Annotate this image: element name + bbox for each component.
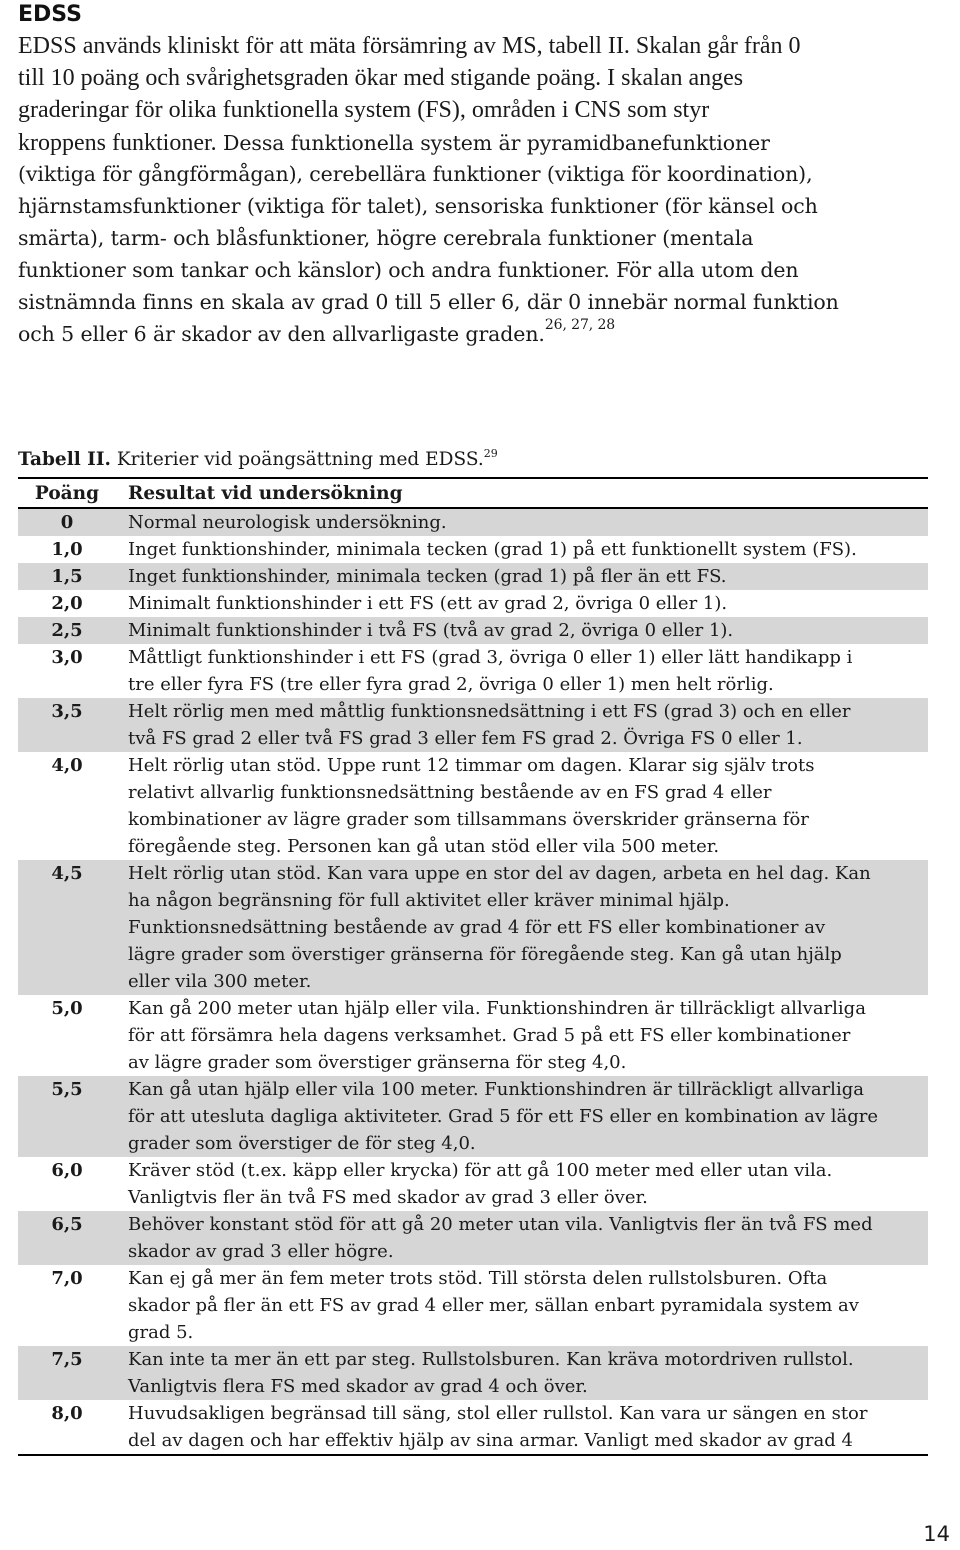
table-row — [18, 860, 928, 995]
result-line: Kan ej gå mer än fem meter trots stöd. Till största delen rullstolsburen. Ofta — [128, 1268, 828, 1289]
intro-line: till 10 poäng och svårighetsgraden ökar med stigande poäng. I skalan anges — [18, 65, 744, 91]
intro-line: graderingar för olika funktionella system (FS), områden i CNS som styr — [18, 97, 710, 123]
result-line: Kräver stöd (t.ex. käpp eller krycka) för att gå 100 meter med eller utan vila. — [128, 1160, 833, 1181]
score-cell: 1,0 — [51, 539, 83, 560]
table-row — [18, 1265, 928, 1346]
table-row — [18, 590, 928, 617]
intro-line-part: kroppens funktioner. — [18, 130, 217, 156]
table-row — [18, 1346, 928, 1400]
score-cell: 4,0 — [51, 755, 83, 776]
intro-line: hjärnstamsfunktioner (viktiga för talet), sensoriska funktioner (för känsel och — [18, 194, 818, 218]
result-line: för att utesluta dagliga aktiviteter. Grad 5 för ett FS eller en kombination av lägre — [128, 1106, 879, 1127]
table-row — [18, 1076, 928, 1157]
table-row — [18, 536, 928, 563]
result-line: skador på fler än ett FS av grad 4 eller mer, sällan enbart pyramidala system av — [128, 1295, 859, 1316]
result-cell — [116, 1265, 928, 1346]
score-cell: 5,5 — [51, 1079, 83, 1100]
section-heading: EDSS — [18, 2, 82, 27]
intro-references: 26, 27, 28 — [544, 317, 616, 333]
caption-label: Tabell II. — [18, 449, 111, 470]
score-cell: 2,5 — [51, 620, 83, 641]
caption-text: Kriterier vid poängsättning med EDSS. — [110, 449, 484, 470]
table-row — [18, 563, 928, 590]
result-line: Inget funktionshinder, minimala tecken (grad 1) på ett funktionellt system (FS). — [128, 539, 857, 560]
result-line: eller vila 300 meter. — [128, 971, 312, 992]
intro-line — [18, 318, 950, 350]
result-line: tre eller fyra FS (tre eller fyra grad 2, övriga 0 eller 1) men helt rörlig. — [128, 674, 774, 695]
table-row — [18, 1157, 928, 1211]
intro-line-text: och 5 eller 6 är skador av den allvarligaste graden. — [18, 322, 545, 346]
table-caption — [18, 449, 498, 470]
result-cell — [116, 617, 928, 644]
score-cell: 7,0 — [51, 1268, 83, 1289]
page-number: 14 — [923, 1522, 950, 1546]
result-line: relativt allvarlig funktionsnedsättning bestående av en FS grad 4 eller — [128, 782, 772, 803]
table-row — [18, 698, 928, 752]
score-cell: 8,0 — [51, 1403, 83, 1424]
result-line: lägre grader som överstiger gränserna för föregående steg. Kan gå utan hjälp — [128, 944, 842, 965]
result-line: grad 5. — [128, 1322, 194, 1343]
result-cell — [116, 1076, 928, 1157]
intro-paragraph — [18, 30, 950, 350]
table-row — [18, 1211, 928, 1265]
table-row — [18, 1400, 928, 1454]
result-line: del av dagen och har effektiv hjälp av sina armar. Vanligt med skador av grad 4 — [128, 1430, 853, 1451]
table-row — [18, 617, 928, 644]
result-cell — [116, 563, 928, 590]
result-cell — [116, 1211, 928, 1265]
score-cell: 2,0 — [51, 593, 83, 614]
result-line: Minimalt funktionshinder i två FS (två av grad 2, övriga 0 eller 1). — [128, 620, 734, 641]
result-cell — [116, 1400, 928, 1454]
score-cell: 5,0 — [51, 998, 83, 1019]
header-score: Poäng — [34, 482, 100, 504]
intro-line: smärta), tarm- och blåsfunktioner, högre cerebrala funktioner (mentala — [18, 226, 754, 250]
table-body — [18, 509, 928, 1454]
result-cell — [116, 752, 928, 860]
result-line: Funktionsnedsättning bestående av grad 4 för ett FS eller kombinationer av — [128, 917, 826, 938]
table-row — [18, 995, 928, 1076]
result-line: Kan inte ta mer än ett par steg. Rullstolsburen. Kan kräva motordriven rullstol. — [128, 1349, 854, 1370]
result-line: skador av grad 3 eller högre. — [128, 1241, 394, 1262]
intro-line: EDSS används kliniskt för att mäta försämring av MS, tabell II. Skalan går från 0 — [18, 33, 801, 59]
result-cell — [116, 698, 928, 752]
result-cell — [116, 860, 928, 995]
result-line: kombinationer av lägre grader som tillsammans överskrider gränserna för — [128, 809, 809, 830]
result-line: Helt rörlig utan stöd. Kan vara uppe en stor del av dagen, arbeta en hel dag. Kan — [128, 863, 871, 884]
result-line: föregående steg. Personen kan gå utan stöd eller vila 500 meter. — [128, 836, 720, 857]
result-line: Vanligtvis flera FS med skador av grad 4 och över. — [128, 1376, 588, 1397]
result-line: Minimalt funktionshinder i ett FS (ett av grad 2, övriga 0 eller 1). — [128, 593, 728, 614]
result-line: Behöver konstant stöd för att gå 20 meter utan vila. Vanligtvis fler än två FS med — [128, 1214, 873, 1235]
header-result: Resultat vid undersökning — [128, 482, 403, 504]
score-cell: 4,5 — [51, 863, 83, 884]
intro-line-part: Dessa funktionella system är pyramidbanefunktioner — [216, 131, 770, 155]
table-header-row — [18, 479, 928, 507]
score-cell: 6,5 — [51, 1214, 83, 1235]
score-cell: 6,0 — [51, 1160, 83, 1181]
edss-table — [18, 477, 928, 1456]
score-cell: 3,0 — [51, 647, 83, 668]
table-row — [18, 509, 928, 536]
result-line: av lägre grader som överstiger gränserna för steg 4,0. — [128, 1052, 627, 1073]
score-cell: 7,5 — [51, 1349, 83, 1370]
result-line: för att försämra hela dagens verksamhet. Grad 5 på ett FS eller kombinationer — [128, 1025, 851, 1046]
result-line: Huvudsakligen begränsad till säng, stol eller rullstol. Kan vara ur sängen en stor — [128, 1403, 868, 1424]
result-cell — [116, 1346, 928, 1400]
result-line: grader som överstiger de för steg 4,0. — [128, 1133, 476, 1154]
result-line: Kan gå 200 meter utan hjälp eller vila. Funktionshindren är tillräckligt allvarliga — [128, 998, 866, 1019]
table-bottom-rule — [18, 1454, 928, 1456]
result-line: Normal neurologisk undersökning. — [128, 512, 447, 533]
result-line: Kan gå utan hjälp eller vila 100 meter. Funktionshindren är tillräckligt allvarliga — [128, 1079, 864, 1100]
result-line: Helt rörlig utan stöd. Uppe runt 12 timmar om dagen. Klarar sig själv trots — [128, 755, 815, 776]
result-cell — [116, 509, 928, 536]
score-cell: 1,5 — [51, 566, 83, 587]
result-line: ha någon begränsning för full aktivitet eller kräver minimal hjälp. — [128, 890, 730, 911]
result-cell — [116, 995, 928, 1076]
score-cell: 0 — [60, 512, 74, 533]
result-line: Måttligt funktionshinder i ett FS (grad 3, övriga 0 eller 1) eller lätt handikapp i — [128, 647, 853, 668]
result-cell — [116, 644, 928, 698]
table-row — [18, 644, 928, 698]
result-line: två FS grad 2 eller två FS grad 3 eller fem FS grad 2. Övriga FS 0 eller 1. — [128, 728, 803, 749]
score-cell: 3,5 — [51, 701, 83, 722]
table-row — [18, 752, 928, 860]
result-cell — [116, 1157, 928, 1211]
intro-line: funktioner som tankar och känslor) och andra funktioner. För alla utom den — [18, 258, 799, 282]
intro-line: sistnämnda finns en skala av grad 0 till 5 eller 6, där 0 innebär normal funktion — [18, 290, 839, 314]
result-cell — [116, 590, 928, 617]
caption-reference: 29 — [483, 447, 498, 460]
result-line: Inget funktionshinder, minimala tecken (grad 1) på fler än ett FS. — [128, 566, 727, 587]
result-line: Vanligtvis fler än två FS med skador av grad 3 eller över. — [128, 1187, 648, 1208]
intro-line — [18, 126, 950, 158]
result-line: Helt rörlig men med måttlig funktionsnedsättning i ett FS (grad 3) och en eller — [128, 701, 851, 722]
result-cell — [116, 536, 928, 563]
intro-line: (viktiga för gångförmågan), cerebellära funktioner (viktiga för koordination), — [18, 162, 813, 186]
